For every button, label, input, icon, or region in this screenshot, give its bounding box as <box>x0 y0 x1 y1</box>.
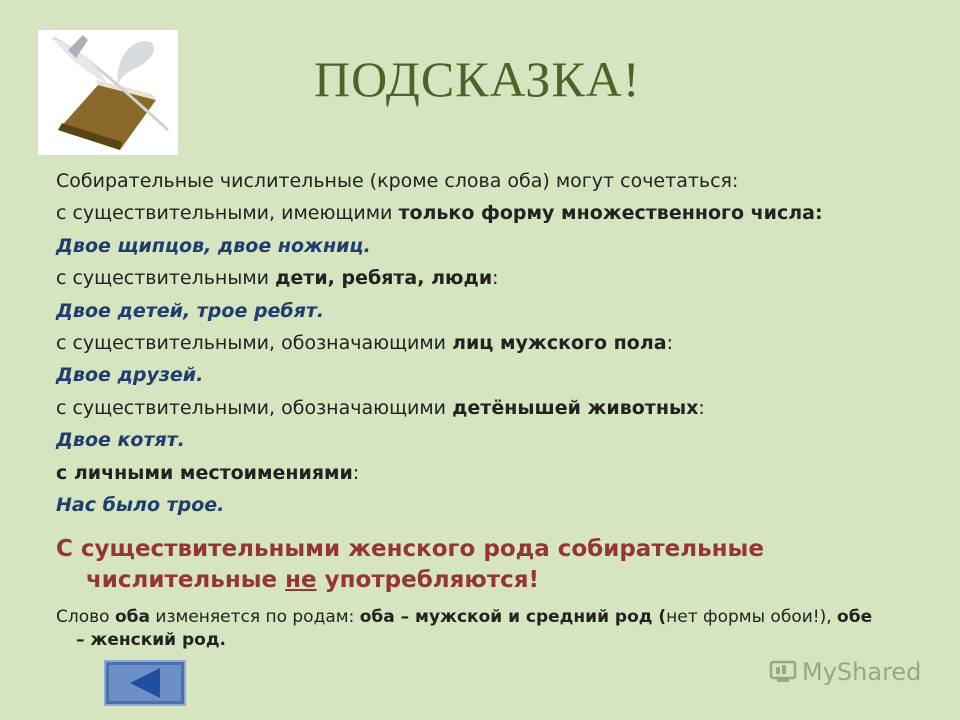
rule-line: с существительными, обозначающими лиц мужского пола: <box>56 331 673 354</box>
example-line: Двое детей, трое ребят. <box>56 299 325 322</box>
watermark <box>768 658 921 686</box>
myshared-logo-icon <box>768 658 798 686</box>
example-line: Двое друзей. <box>56 364 204 387</box>
rule-line: с существительными дети, ребята, люди: <box>56 267 499 290</box>
book-quill-icon <box>38 30 178 155</box>
slide-content <box>56 172 916 652</box>
back-button[interactable] <box>104 660 186 706</box>
rule-line: с существительными, обозначающими детёнышей животных: <box>56 396 705 419</box>
book-quill-image <box>38 30 178 155</box>
warning-text: С существительными женского рода собирательные числительные не употребляются! <box>56 536 764 594</box>
intro-text: Собирательные числительные (кроме слова оба) могут сочетаться: <box>56 170 739 192</box>
note-text: Слово оба изменяется по родам: оба – мужской и средний род (нет формы обои!), обе – женский род. <box>56 607 873 651</box>
slide-title: ПОДСКАЗКА! <box>314 51 641 107</box>
watermark-text: MyShared <box>802 658 922 686</box>
example-line: Нас было трое. <box>56 493 225 516</box>
rule-line: с существительными, имеющими только форму множественного числа: <box>56 202 823 225</box>
rule-line: с личными местоимениями: <box>56 461 360 484</box>
example-line: Двое щипцов, двое ножниц. <box>56 234 371 257</box>
back-arrow-icon <box>106 662 184 704</box>
example-line: Двое котят. <box>56 429 185 452</box>
